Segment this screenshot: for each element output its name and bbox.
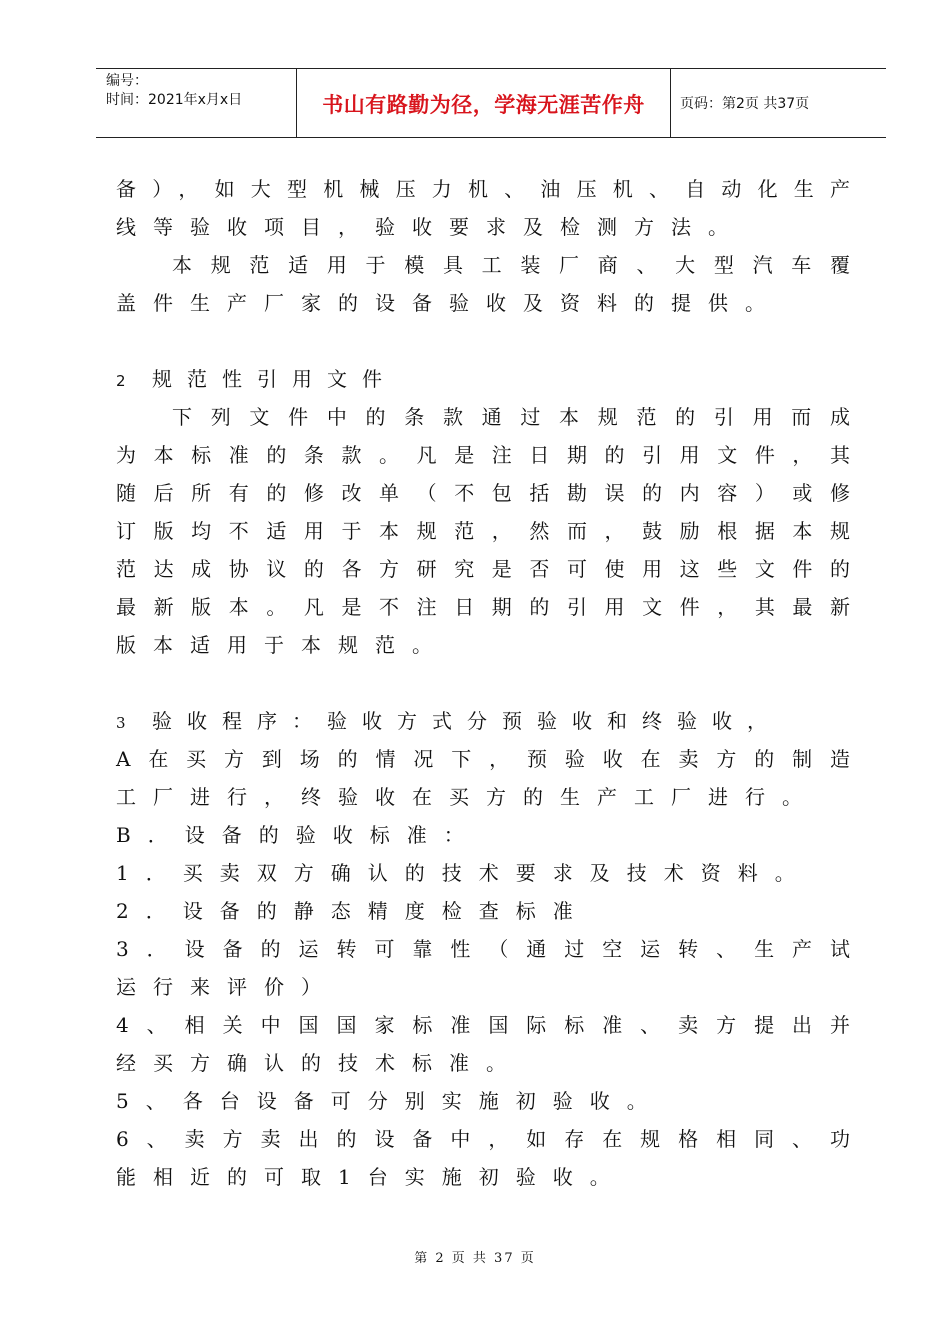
- code-label: 编号：: [106, 73, 148, 89]
- paragraph-line: 版本适用于本规范。: [116, 633, 449, 657]
- document-body: [116, 170, 852, 1196]
- header-divider: [670, 69, 671, 137]
- header-motto: 书山有路勤为径，学海无涯苦作舟: [322, 93, 645, 117]
- section-title-rest: 验收方式分预验收和终验收，: [327, 709, 782, 733]
- paragraph-line: 工厂进行，终验收在买方的生产工厂进行。: [116, 785, 819, 809]
- list-line: B．设备的验收标准：: [116, 823, 481, 847]
- list-line: 5、各台设备可分别实施初验收。: [116, 1089, 664, 1113]
- paragraph-line: A在买方到场的情况下，预验收在卖方的制造: [116, 747, 852, 771]
- section-2-heading: [116, 360, 852, 398]
- spacer: [116, 322, 852, 360]
- section-title: 规范性引用文件: [152, 367, 397, 391]
- list-line: 1．买卖双方确认的技术要求及技术资料。: [116, 861, 812, 885]
- list-line: 3．设备的运转可靠性（通过空运转、生产试: [116, 937, 852, 961]
- section-number: 3: [116, 714, 126, 732]
- page-header: [96, 68, 886, 138]
- time-label: 时间：2021年x月x日: [106, 92, 243, 108]
- spacer: [116, 664, 852, 702]
- intro-line: 本规范适用于模具工装厂商、大型汽车覆: [172, 253, 852, 277]
- paragraph-line: 随后所有的修改单（不包括勘误的内容）或修: [116, 481, 852, 505]
- header-meta: [106, 72, 296, 110]
- intro-line: 备），如大型机械压力机、油压机、自动化生产: [116, 177, 852, 201]
- paragraph-line: 最新版本。凡是不注日期的引用文件，其最新: [116, 595, 852, 619]
- paragraph-line: 下列文件中的条款通过本规范的引用而成: [172, 405, 852, 429]
- section-title: 验收程序：: [152, 709, 327, 733]
- list-line: 经买方确认的技术标准。: [116, 1051, 523, 1075]
- list-line: 能相近的可取1台实施初验收。: [116, 1165, 627, 1189]
- section-number: 2: [116, 372, 126, 390]
- paragraph-line: 订版均不适用于本规范，然而，鼓励根据本规: [116, 519, 852, 543]
- list-line: 运行来评价）: [116, 975, 338, 999]
- section-3-heading: [116, 702, 852, 740]
- list-line: 6、卖方卖出的设备中，如存在规格相同、功: [116, 1127, 852, 1151]
- list-line: 2．设备的静态精度检查标准: [116, 899, 590, 923]
- list-line: 4、相关中国国家标准国际标准、卖方提出并: [116, 1013, 852, 1037]
- page-footer: 第 2 页 共 37 页: [414, 1251, 536, 1266]
- intro-line: 盖件生产厂家的设备验收及资料的提供。: [116, 291, 782, 315]
- header-page-info: 页码：第2页 共37页: [680, 96, 810, 112]
- paragraph-line: 为本标准的条款。凡是注日期的引用文件，其: [116, 443, 852, 467]
- paragraph-line: 范达成协议的各方研究是否可使用这些文件的: [116, 557, 852, 581]
- intro-line: 线等验收项目，验收要求及检测方法。: [116, 215, 745, 239]
